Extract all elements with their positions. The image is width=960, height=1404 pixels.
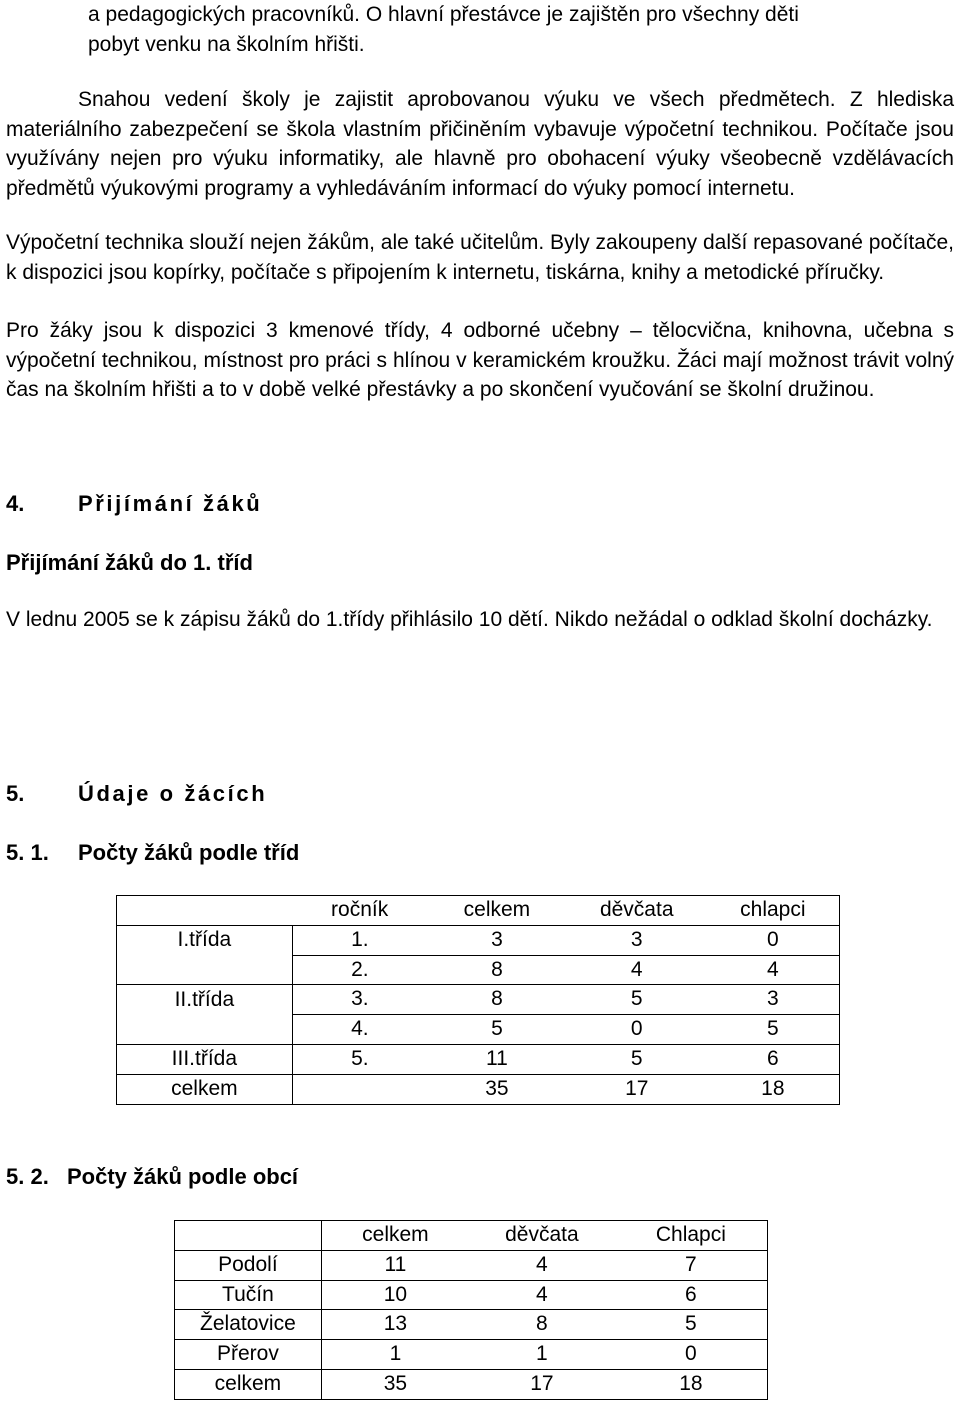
grades-cell-grade: 1. bbox=[292, 925, 427, 955]
equipment-text: Snahou vedení školy je zajistit aprobovanou výuku ve všech předmětech. Z hlediska materiálního zabezpečení se škola vlastním přičiněním vybavuje výpočetní technikou. Počítače jsou využívány nejen pro výuku informatiky, ale hlavně pro obohacení výuky všeobecně vzdělávacích předmětů výukovými programy a vyhledáváním informací do výuky pomocí internetu. bbox=[6, 88, 954, 200]
section-4-heading bbox=[6, 489, 954, 519]
intro-paragraph bbox=[6, 0, 954, 59]
grades-cell-class: II.třída bbox=[117, 985, 293, 1015]
table-row bbox=[175, 1250, 768, 1280]
grades-cell-class: I.třída bbox=[117, 925, 293, 955]
towns-cell-total: 11 bbox=[321, 1250, 469, 1280]
technology-text: Výpočetní technika slouží nejen žákům, ale také učitelům. Byly zakoupeny další repasované počítače, k dispozici jsou kopírky, počítače s připojením k internetu, tiskárna, knihy a metodické příručky. bbox=[6, 231, 954, 284]
section-5-1-heading bbox=[6, 838, 954, 868]
table-row bbox=[175, 1310, 768, 1340]
grades-cell-girls: 3 bbox=[567, 925, 707, 955]
grades-cell-grade: 3. bbox=[292, 985, 427, 1015]
towns-cell-total: 35 bbox=[321, 1369, 469, 1399]
grades-cell-total: 3 bbox=[427, 925, 567, 955]
towns-table bbox=[174, 1220, 768, 1400]
rooms-text: Pro žáky jsou k dispozici 3 kmenové třídy, 4 odborné učebny – tělocvična, knihovna, učebna s výpočetní technikou, místnost pro práci s hlínou v keramickém kroužku. Žáci mají možnost trávit volný čas na školním hřišti a to v době velké přestávky a po skončení vyučování se školní družinou. bbox=[6, 319, 954, 402]
table-row bbox=[117, 925, 840, 955]
table-row bbox=[117, 985, 840, 1015]
section-5-number: 5. bbox=[6, 781, 25, 806]
grades-cell-boys: 5 bbox=[707, 1015, 840, 1045]
table-row bbox=[175, 1369, 768, 1399]
grades-cell-total: 8 bbox=[427, 985, 567, 1015]
section-5-2-title: Počty žáků podle obcí bbox=[67, 1164, 299, 1189]
towns-cell-boys: 6 bbox=[615, 1280, 768, 1310]
towns-cell-girls: 8 bbox=[469, 1310, 615, 1340]
section-4-subtitle: Přijímání žáků do 1. tříd bbox=[6, 550, 253, 575]
towns-cell-girls: 4 bbox=[469, 1250, 615, 1280]
towns-cell-name: Podolí bbox=[175, 1250, 322, 1280]
section-5-title: Údaje o žácích bbox=[78, 781, 268, 806]
grades-cell-boys: 6 bbox=[707, 1044, 840, 1074]
grades-cell-total: 8 bbox=[427, 955, 567, 985]
table-row bbox=[117, 1044, 840, 1074]
towns-cell-boys: 18 bbox=[615, 1369, 768, 1399]
towns-cell-girls: 1 bbox=[469, 1340, 615, 1370]
section-4-number: 4. bbox=[6, 491, 25, 516]
grades-cell-girls: 5 bbox=[567, 1044, 707, 1074]
section-5-2-number: 5. 2. bbox=[6, 1164, 49, 1189]
towns-cell-total: 1 bbox=[321, 1340, 469, 1370]
equipment-paragraph bbox=[6, 85, 954, 203]
section-5-2-heading bbox=[6, 1162, 298, 1192]
towns-header-empty bbox=[175, 1221, 322, 1251]
towns-header-boys: Chlapci bbox=[615, 1221, 768, 1251]
technology-paragraph bbox=[6, 228, 954, 287]
section-5-heading bbox=[6, 779, 954, 809]
towns-cell-name: Přerov bbox=[175, 1340, 322, 1370]
towns-table-header-row bbox=[175, 1221, 768, 1251]
grades-cell-boys: 18 bbox=[707, 1074, 840, 1104]
grades-cell-girls: 0 bbox=[567, 1015, 707, 1045]
towns-cell-total: 13 bbox=[321, 1310, 469, 1340]
rooms-paragraph bbox=[6, 316, 954, 405]
towns-cell-boys: 5 bbox=[615, 1310, 768, 1340]
grades-cell-girls: 17 bbox=[567, 1074, 707, 1104]
grades-cell-grade bbox=[292, 1074, 427, 1104]
towns-cell-girls: 17 bbox=[469, 1369, 615, 1399]
table-row bbox=[117, 1015, 840, 1045]
table-row bbox=[117, 1074, 840, 1104]
grades-cell-class: celkem bbox=[117, 1074, 293, 1104]
section-5-1-title: Počty žáků podle tříd bbox=[78, 840, 300, 865]
grades-cell-grade: 4. bbox=[292, 1015, 427, 1045]
grades-table-header-row bbox=[117, 896, 840, 926]
grades-header-total: celkem bbox=[427, 896, 567, 926]
towns-cell-total: 10 bbox=[321, 1280, 469, 1310]
grades-cell-girls: 4 bbox=[567, 955, 707, 985]
section-4-title: Přijímání žáků bbox=[78, 491, 263, 516]
grades-header-girls: děvčata bbox=[567, 896, 707, 926]
grades-cell-boys: 4 bbox=[707, 955, 840, 985]
grades-cell-grade: 5. bbox=[292, 1044, 427, 1074]
table-row bbox=[117, 955, 840, 985]
grades-header-empty bbox=[117, 896, 293, 926]
grades-cell-boys: 3 bbox=[707, 985, 840, 1015]
grades-table bbox=[116, 895, 840, 1105]
grades-cell-total: 5 bbox=[427, 1015, 567, 1045]
towns-cell-name: Želatovice bbox=[175, 1310, 322, 1340]
towns-cell-name: Tučín bbox=[175, 1280, 322, 1310]
table-row bbox=[175, 1340, 768, 1370]
grades-cell-girls: 5 bbox=[567, 985, 707, 1015]
grades-cell-boys: 0 bbox=[707, 925, 840, 955]
towns-header-girls: děvčata bbox=[469, 1221, 615, 1251]
intro-line-1: a pedagogických pracovníků. O hlavní přestávce je zajištěn pro všechny děti bbox=[88, 3, 799, 26]
grades-header-grade: ročník bbox=[292, 896, 427, 926]
grades-cell-class bbox=[117, 1015, 293, 1045]
grades-header-boys: chlapci bbox=[707, 896, 840, 926]
grades-cell-total: 11 bbox=[427, 1044, 567, 1074]
admission-paragraph bbox=[6, 605, 954, 635]
grades-cell-grade: 2. bbox=[292, 955, 427, 985]
grades-cell-class bbox=[117, 955, 293, 985]
admission-text: V lednu 2005 se k zápisu žáků do 1.třídy přihlásilo 10 dětí. Nikdo nežádal o odklad školní docházky. bbox=[6, 608, 933, 631]
section-5-1-number: 5. 1. bbox=[6, 840, 49, 865]
towns-cell-boys: 7 bbox=[615, 1250, 768, 1280]
grades-cell-total: 35 bbox=[427, 1074, 567, 1104]
table-row bbox=[175, 1280, 768, 1310]
towns-header-total: celkem bbox=[321, 1221, 469, 1251]
towns-cell-name: celkem bbox=[175, 1369, 322, 1399]
towns-cell-boys: 0 bbox=[615, 1340, 768, 1370]
intro-line-2: pobyt venku na školním hřišti. bbox=[88, 32, 365, 56]
grades-cell-class: III.třída bbox=[117, 1044, 293, 1074]
towns-cell-girls: 4 bbox=[469, 1280, 615, 1310]
